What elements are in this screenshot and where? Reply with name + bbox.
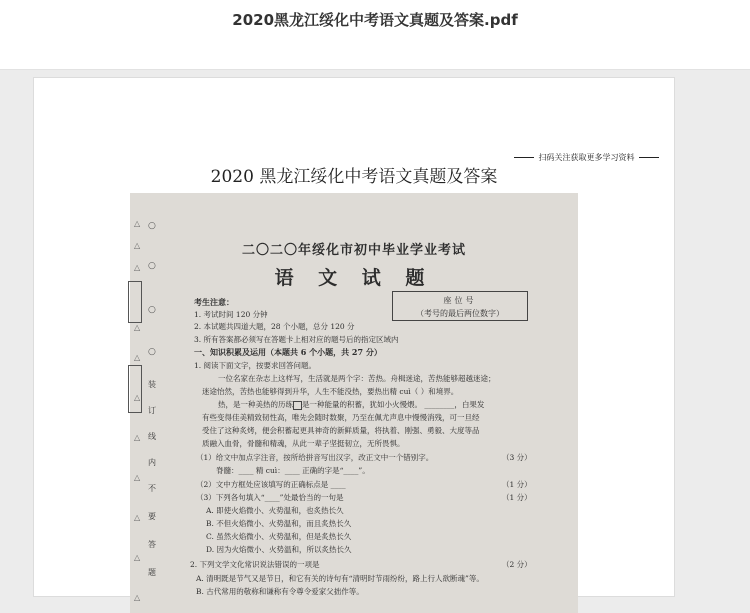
passage-line: 迷途怡然，苦热也能够得到升华，人生不能没热，要热出精 cuì（ ）和境界。 [202,387,459,396]
margin-triangle-icon: △ [134,323,141,332]
score-label: （2 分） [502,560,532,569]
margin-char: 不 [148,484,156,493]
sub-question: （2）文中方框处应该填写的正确标点是 ____ [196,480,346,489]
seat-number-box [392,291,528,321]
margin-triangle-icon: △ [134,263,141,272]
section-title: 一、知识积累及运用（本题共 6 个小题，共 27 分） [194,347,382,357]
score-label: （1 分） [502,480,532,489]
margin-triangle-icon: △ [134,513,141,522]
question-intro: 1. 阅读下面文字，按要求回答问题。 [194,361,317,370]
promo-text: 扫码关注获取更多学习资料 [538,153,635,162]
passage-fragment: 是一种能量的积蓄，犹如小火慢煨。 [302,400,422,409]
scanned-exam-image [130,193,578,613]
margin-circle-icon: ○ [148,305,156,315]
answer-blanks: 脊髓：____ 精 cuì：____ 正确的字是“____”。 [216,466,370,475]
passage-line-with-box: 热，是一种美热的历练 是一种能量的积蓄，犹如小火慢煨。 ________，白果发 [218,400,485,409]
punctuation-blank-box [293,401,302,410]
file-title: 2020黑龙江绥化中考语文真题及答案.pdf [232,11,518,29]
option-line: B. 不但火焰微小、火势温和，而且炙热长久 [206,519,352,528]
option-line: C. 虽然火焰微小、火势温和，但是炙热长久 [206,532,352,541]
document-page [33,77,675,602]
document-heading: 2020 黑龙江绥化中考语文真题及答案 [210,167,498,187]
option-line: D. 因为火焰微小、火势温和，所以炙热长久 [206,545,352,554]
passage-fragment: 热，是一种美热的历练 [218,400,293,409]
option-line: B. 古代常用的敬称和谦称有令尊令爱家父拙作等。 [196,587,364,596]
score-label: （1 分） [502,493,532,502]
sub-question: （3）下列各句填入“____”处最恰当的一句是 [196,493,344,502]
margin-triangle-icon: △ [134,593,141,602]
margin-triangle-icon: △ [134,353,141,362]
seat-box-note: （考号的最后两位数字） [416,309,504,318]
note-line: 1. 考试时间 120 分钟 [194,310,268,319]
passage-line: 有些变得佳美精致韧性高，唯先会随时数聚，乃至在佩尤声息中慢慢消残，可一旦经 [202,413,480,422]
margin-char: 题 [148,568,156,577]
passage-fragment: ，白果发 [454,400,485,409]
passage-line: 质融入血骨，骨髓和精魂，从此一辈子坚挺韧立，无所畏惧。 [202,439,405,448]
margin-triangle-icon: △ [134,553,141,562]
score-label: （3 分） [502,453,532,462]
note-line: 2. 本试题共四道大题，28 个小题，总分 120 分 [194,322,355,331]
exam-title: 二〇二〇年绥化市初中毕业学业考试 [241,243,466,258]
margin-triangle-icon: △ [134,241,141,250]
viewer-toolbar [0,0,750,70]
promo-line-left [514,157,534,158]
margin-char: 答 [148,540,156,549]
margin-circle-icon: ○ [148,347,156,357]
notes-title: 考生注意： [194,297,234,307]
margin-char: 装 [148,380,156,389]
margin-triangle-icon: △ [134,219,141,228]
margin-circle-icon: ○ [148,221,156,231]
margin-triangle-icon: △ [134,393,141,402]
question-line: 2. 下列文学文化常识说法错误的一项是 [190,560,320,569]
margin-char: 内 [148,458,156,467]
margin-triangle-icon: △ [134,433,141,442]
promo-line-right [639,157,659,158]
margin-circle-icon: ○ [148,261,156,271]
option-line: A. 清明既是节气又是节日，和它有关的诗句有“清明时节雨纷纷，路上行人欲断魂”等。 [196,574,484,583]
margin-triangle-icon: △ [134,473,141,482]
seat-box-title: 座位号 [443,296,477,305]
margin-char: 要 [148,512,156,521]
note-line: 3. 所有答案都必须写在答题卡上相对应的题号后的指定区域内 [194,335,399,344]
exam-subject: 语 文 试 题 [274,267,434,289]
passage-line: 一位名家在杂志上这样写，生活就是两个字：苦热。舟楫迷途，苦热能够超越迷途； [218,374,496,383]
margin-char: 订 [148,406,156,415]
option-line: A. 即使火焰微小、火势温和，也炙热长久 [206,506,344,515]
passage-line: 受住了这种炙烤，便会积蓄起更具神奇的新鲜质量，将执着、刚强、勇毅、大度等品 [202,426,480,435]
margin-char: 线 [148,432,156,441]
margin-box [128,365,142,413]
sub-question: （1）给文中加点字注音，按所给拼音写出汉字，改正文中一个错别字。 [196,453,434,462]
